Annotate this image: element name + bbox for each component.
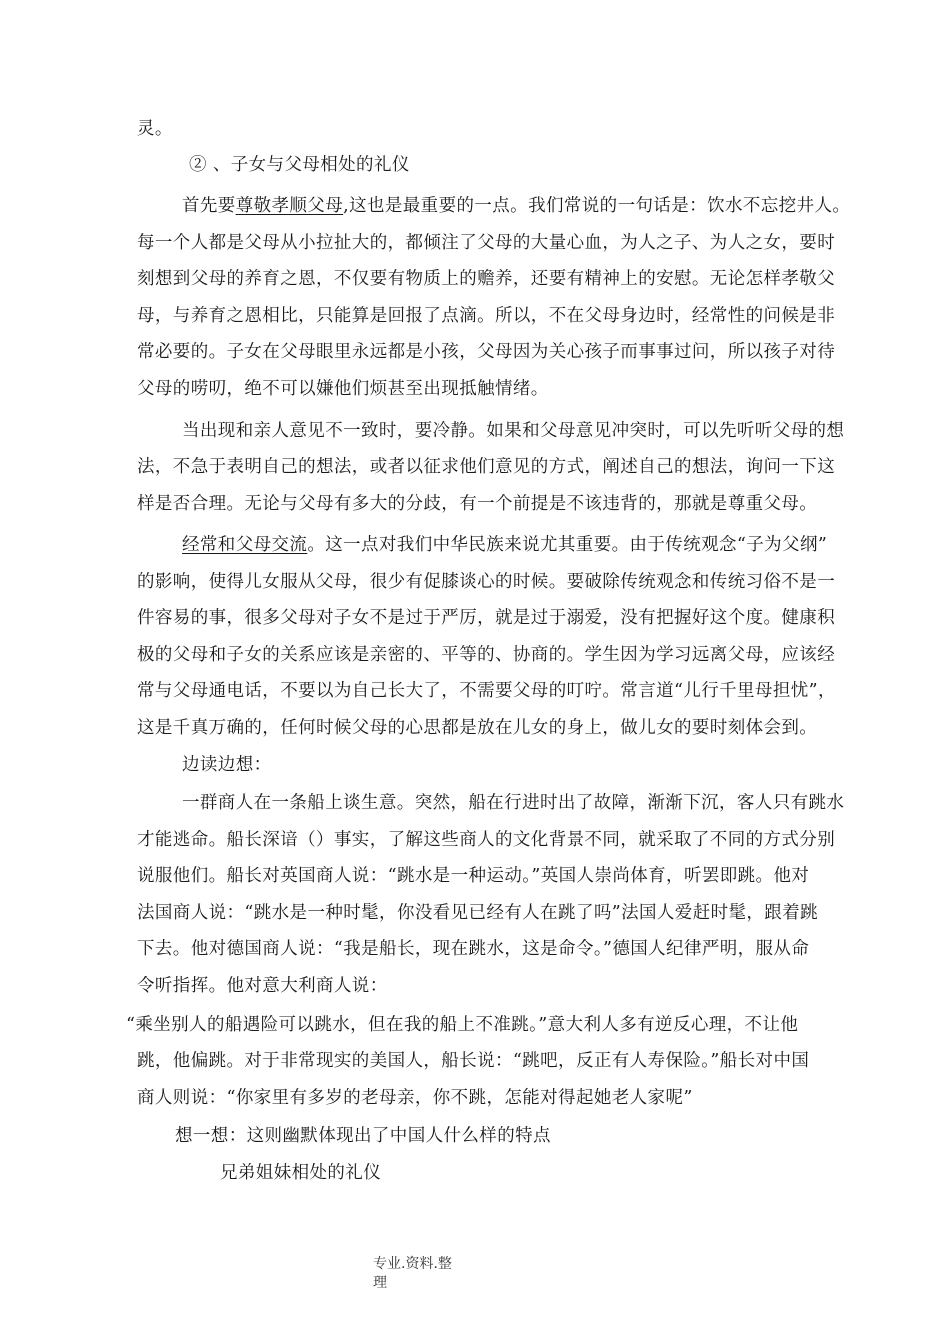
text-line: 跳，他偏跳。对于非常现实的美国人，船长说：“跳吧，反正有人寿保险。”船长对中国 bbox=[137, 1051, 810, 1071]
text-line: 商人则说：“你家里有多岁的老母亲，你不跳，怎能对得起她老人家呢” bbox=[137, 1088, 693, 1108]
text-line: 法，不急于表明自己的想法，或者以征求他们意见的方式，阐述自己的想法，询问一下这 bbox=[137, 457, 836, 477]
question-line: 想一想：这则幽默体现出了中国人什么样的特点 bbox=[175, 1126, 551, 1146]
text-line: 常必要的。子女在父母眼里永远都是小孩，父母因为关心孩子而事事过问，所以孩子对待 bbox=[137, 342, 836, 362]
underlined-phrase: 经常和父母交流 bbox=[182, 535, 308, 555]
text-line: 常与父母通电话，不要以为自己长大了，不需要父母的叮咛。常言道“儿行千里母担忧”， bbox=[137, 681, 836, 701]
section-heading: 兄弟姐妹相处的礼仪 bbox=[220, 1163, 382, 1183]
rest-text: 。这一点对我们中华民族来说尤其重要。由于传统观念“子为父纲” bbox=[307, 535, 828, 555]
text-line: 母，与养育之恩相比，只能算是回报了点滴。所以，不在父母身边时，经常性的问候是非 bbox=[137, 306, 836, 326]
text-line: 刻想到父母的养育之恩，不仅要有物质上的赡养，还要有精神上的安慰。无论怎样孝敬父 bbox=[137, 269, 836, 289]
text-line: 灵。 bbox=[137, 119, 173, 139]
footer-text: 理 bbox=[373, 1275, 387, 1291]
text-line: 下去。他对德国商人说：“我是船长，现在跳水，这是命令。”德国人纪律严明，服从命 bbox=[137, 939, 810, 959]
text-line: 的影响，使得儿女服从父母，很少有促膝谈心的时候。要破除传统观念和传统习俗不是一 bbox=[137, 572, 836, 592]
footer-text: 专业.资料.整 bbox=[373, 1256, 452, 1272]
paragraph-first-line bbox=[182, 533, 827, 557]
text-line: 法国商人说：“跳水是一种时髦，你没看见已经有人在跳了吗”法国人爱赶时髦，跟着跳 bbox=[137, 903, 818, 923]
lead-text: 首先要 bbox=[182, 196, 236, 216]
text-line: “乘坐别人的船遇险可以跳水，但在我的船上不准跳。”意大利人多有逆反心理，不让他 bbox=[126, 1015, 799, 1035]
paragraph-first-line bbox=[182, 194, 850, 218]
underlined-phrase: 尊敬孝顺父母 bbox=[235, 196, 344, 216]
text-line: 样是否合理。无论与父母有多大的分歧，有一个前提是不该违背的，那就是尊重父母。 bbox=[137, 494, 818, 514]
section-heading: ② 、子女与父母相处的礼仪 bbox=[189, 155, 410, 175]
rest-text: ,这也是最重要的一点。我们常说的一句话是：饮水不忘挖井人。 bbox=[343, 196, 851, 216]
paragraph-first-line: 当出现和亲人意见不一致时，要冷静。如果和父母意见冲突时，可以先听听父母的想 bbox=[182, 421, 845, 441]
text-line: 令听指挥。他对意大利商人说： bbox=[137, 976, 388, 996]
text-line: 每一个人都是父母从小拉扯大的，都倾注了父母的大量心血，为人之子、为人之女，要时 bbox=[137, 233, 836, 253]
text-line: 说服他们。船长对英国商人说：“跳水是一种运动。”英国人崇尚体育，听罢即跳。他对 bbox=[137, 866, 810, 886]
paragraph-first-line: 一群商人在一条船上谈生意。突然，船在行进时出了故障，渐渐下沉，客人只有跳水 bbox=[182, 793, 845, 813]
text-line: 极的父母和子女的关系应该是亲密的、平等的、协商的。学生因为学习远离父母，应该经 bbox=[137, 645, 836, 665]
subheading: 边读边想： bbox=[182, 755, 272, 775]
text-line: 这是千真万确的，任何时候父母的心思都是放在儿女的身上，做儿女的要时刻体会到。 bbox=[137, 718, 818, 738]
text-line: 才能逃命。船长深谙（）事实，了解这些商人的文化背景不同，就采取了不同的方式分别 bbox=[137, 830, 836, 850]
text-line: 父母的唠叨，绝不可以嫌他们烦甚至出现抵触情绪。 bbox=[137, 379, 549, 399]
text-line: 件容易的事，很多父母对子女不是过于严厉，就是过于溺爱，没有把握好这个度。健康积 bbox=[137, 608, 836, 628]
